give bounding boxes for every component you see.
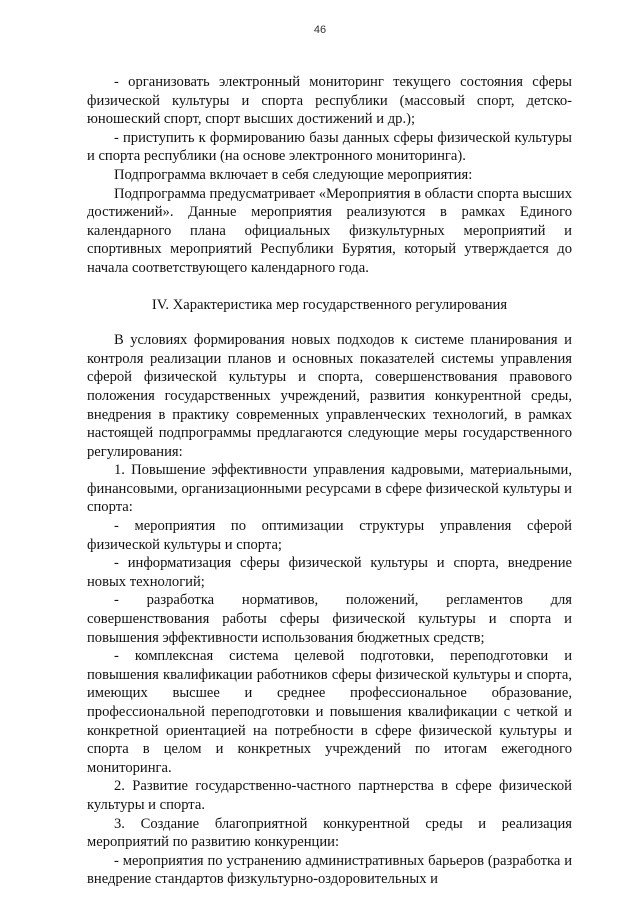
paragraph: В условиях формирования новых подходов к системе планирования и контроля реализации планов и основных показателей системы управления сферой физической культуры и спорта, совершенствования правового положения государственных учреждений, развития конкурентной среды, внедрения в практику современных управленческих технологий, в рамках настоящей подпрограммы предлагаются следующие меры государственного регулирования: xyxy=(87,332,572,460)
paragraph: - информатизация сферы физической культуры и спорта, внедрение новых технологий; xyxy=(87,555,572,590)
paragraph: - мероприятия по устранению административных барьеров (разработка и внедрение стандартов физкультурно-оздоровительных и xyxy=(87,852,572,888)
document-body xyxy=(87,73,572,889)
paragraph: - мероприятия по оптимизации структуры управления сферой физической культуры и спорта; xyxy=(87,518,572,553)
paragraph: - комплексная система целевой подготовки, переподготовки и повышения квалификации работников сферы физической культуры и спорта, имеющих высшее и среднее профессиональное образование, профессиональной переподготовки и повышения квалификации с четкой и конкретной ориентацией на потребности в сфере физической культуры и спорта в целом и конкретных учреждений по итогам ежегодного мониторинга. xyxy=(87,648,572,776)
paragraph: - организовать электронный мониторинг текущего состояния сферы физической культуры и спорта республики (массовый спорт, детско-юношеский спорт, спорт высших достижений и др.); xyxy=(87,74,572,128)
paragraph: 1. Повышение эффективности управления кадровыми, материальными, финансовыми, организационными ресурсами в сфере физической культуры и спорта: xyxy=(87,462,572,516)
paragraph: 2. Развитие государственно-частного партнерства в сфере физической культуры и спорта. xyxy=(87,778,572,813)
section-heading: IV. Характеристика мер государственного регулирования xyxy=(151,296,508,313)
paragraph: - приступить к формированию базы данных сферы физической культуры и спорта республики (на основе электронного мониторинга). xyxy=(87,129,572,165)
paragraph: 3. Создание благоприятной конкурентной среды и реализация мероприятий по развитию конкуренции: xyxy=(87,815,572,851)
paragraph: - разработка нормативов, положений, регламентов для совершенствования работы сферы физической культуры и спорта и повышения эффективности использования бюджетных средств; xyxy=(87,592,572,646)
paragraph: Подпрограмма включает в себя следующие мероприятия: xyxy=(114,166,473,183)
paragraph: Подпрограмма предусматривает «Мероприятия в области спорта высших достижений». Данные мероприятия реализуются в рамках Единого календарного плана официальных физкультурных мероприятий и спортивных мероприятий Республики Бурятия, который утверждается до начала соответствующего календарного года. xyxy=(87,185,572,276)
page-number: 46 xyxy=(313,24,327,36)
